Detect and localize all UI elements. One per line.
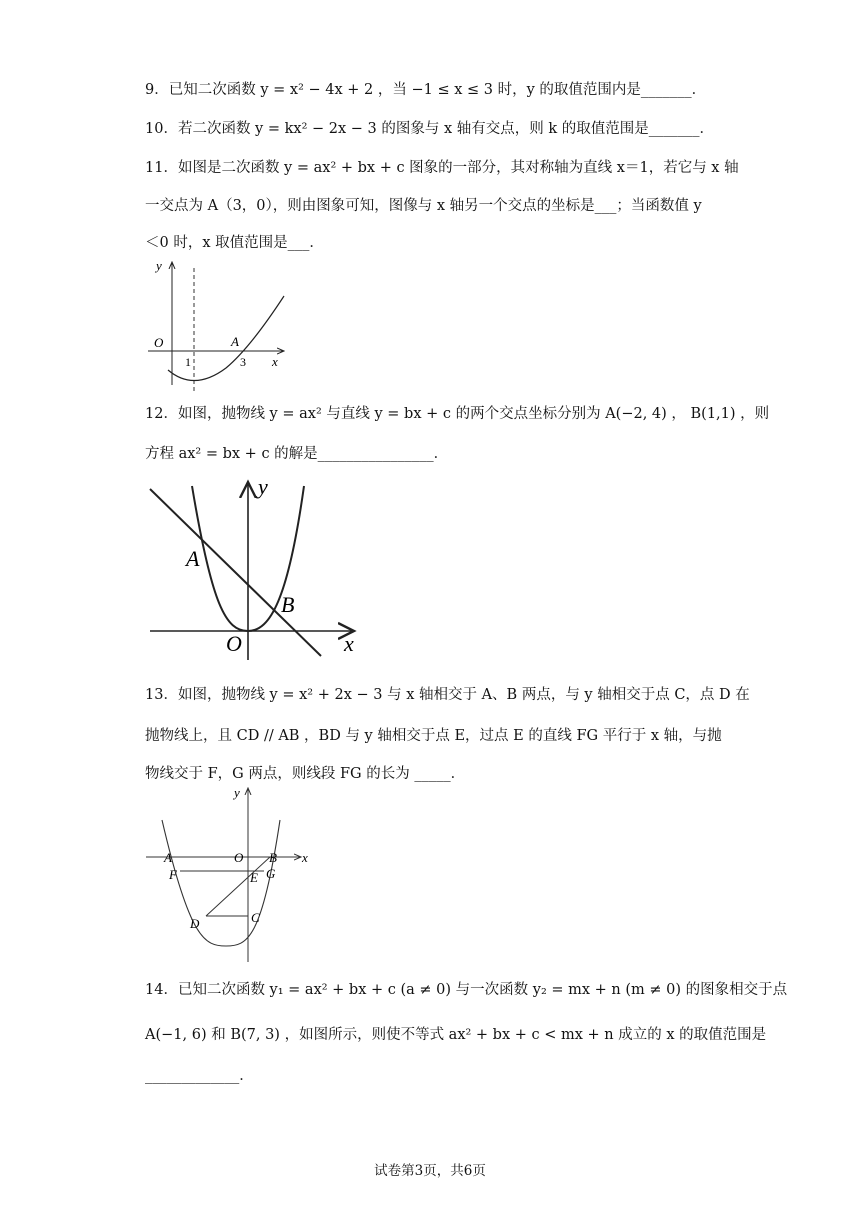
q13-label-c: C [251,910,260,925]
q12-label-b: B [281,592,295,617]
page-footer: 试卷第3页，共6页 [374,1163,486,1179]
question-11-line-3: ＜0 时，x 取值范围是___． [145,235,324,251]
question-14-line-1: 14．已知二次函数 y₁ = ax² + bx + c (a ≠ 0) 与一次函数 y₂ = mx + n (m ≠ 0) 的图象相交于点 [145,982,788,998]
q13-label-g: G [266,866,276,881]
q13-label-y: y [234,785,240,800]
q13-segment-bd [206,857,270,916]
q13-label-o: O [234,850,244,865]
question-11-line-2: 一交点为 A（3，0），则由图象可知，图像与 x 轴另一个交点的坐标是___；当函数值 y [145,198,702,214]
q13-parabola [162,820,280,946]
q13-label-d: D [190,916,200,931]
question-14-line-2: A(−1, 6) 和 B(7, 3) ，如图所示，则使不等式 ax² + bx + c < mx + n 成立的 x 的取值范围是 [145,1027,767,1043]
question-12-line-2: 方程 ax² = bx + c 的解是________________． [145,446,449,462]
question-13-line-2: 抛物线上，且 CD // AB ，BD 与 y 轴相交于点 E，过点 E 的直线 FG 平行于 x 轴，与抛 [145,728,722,744]
q12-label-x: x [344,631,354,656]
q11-label-1: 1 [185,355,191,369]
q12-label-a: A [186,546,200,571]
question-10: 10．若二次函数 y = kx² − 2x − 3 的图象与 x 轴有交点，则 k 的取值范围是_______． [145,121,715,137]
question-9: 9．已知二次函数 y = x² − 4x + 2 ，当 −1 ≤ x ≤ 3 时，y 的取值范围内是_______． [145,82,707,98]
q13-label-f: F [169,867,177,882]
question-13-line-1: 13．如图，抛物线 y = x² + 2x − 3 与 x 轴相交于 A、B 两点，与 y 轴相交于点 C，点 D 在 [145,687,750,703]
q11-label-y: y [156,258,162,273]
question-13-line-3: 物线交于 F，G 两点，则线段 FG 的长为 _____． [145,766,466,782]
q13-label-b: B [269,850,277,865]
q11-label-a: A [231,334,239,349]
q11-label-o: O [154,335,164,350]
question-14-line-3: _____________． [145,1068,254,1084]
q12-label-y: y [258,474,268,499]
q13-label-a: A [164,850,172,865]
q11-label-3: 3 [240,355,246,369]
q13-label-e: E [250,870,258,885]
q11-label-x: x [272,354,278,369]
question-11-line-1: 11．如图是二次函数 y = ax² + bx + c 图象的一部分，其对称轴为直线 x＝1，若它与 x 轴 [145,160,739,176]
q12-label-o: O [226,631,242,656]
question-12-line-1: 12．如图，抛物线 y = ax² 与直线 y = bx + c 的两个交点坐标分别为 A(−2, 4) ， B(1,1) ，则 [145,406,770,422]
q13-label-x: x [302,850,308,865]
